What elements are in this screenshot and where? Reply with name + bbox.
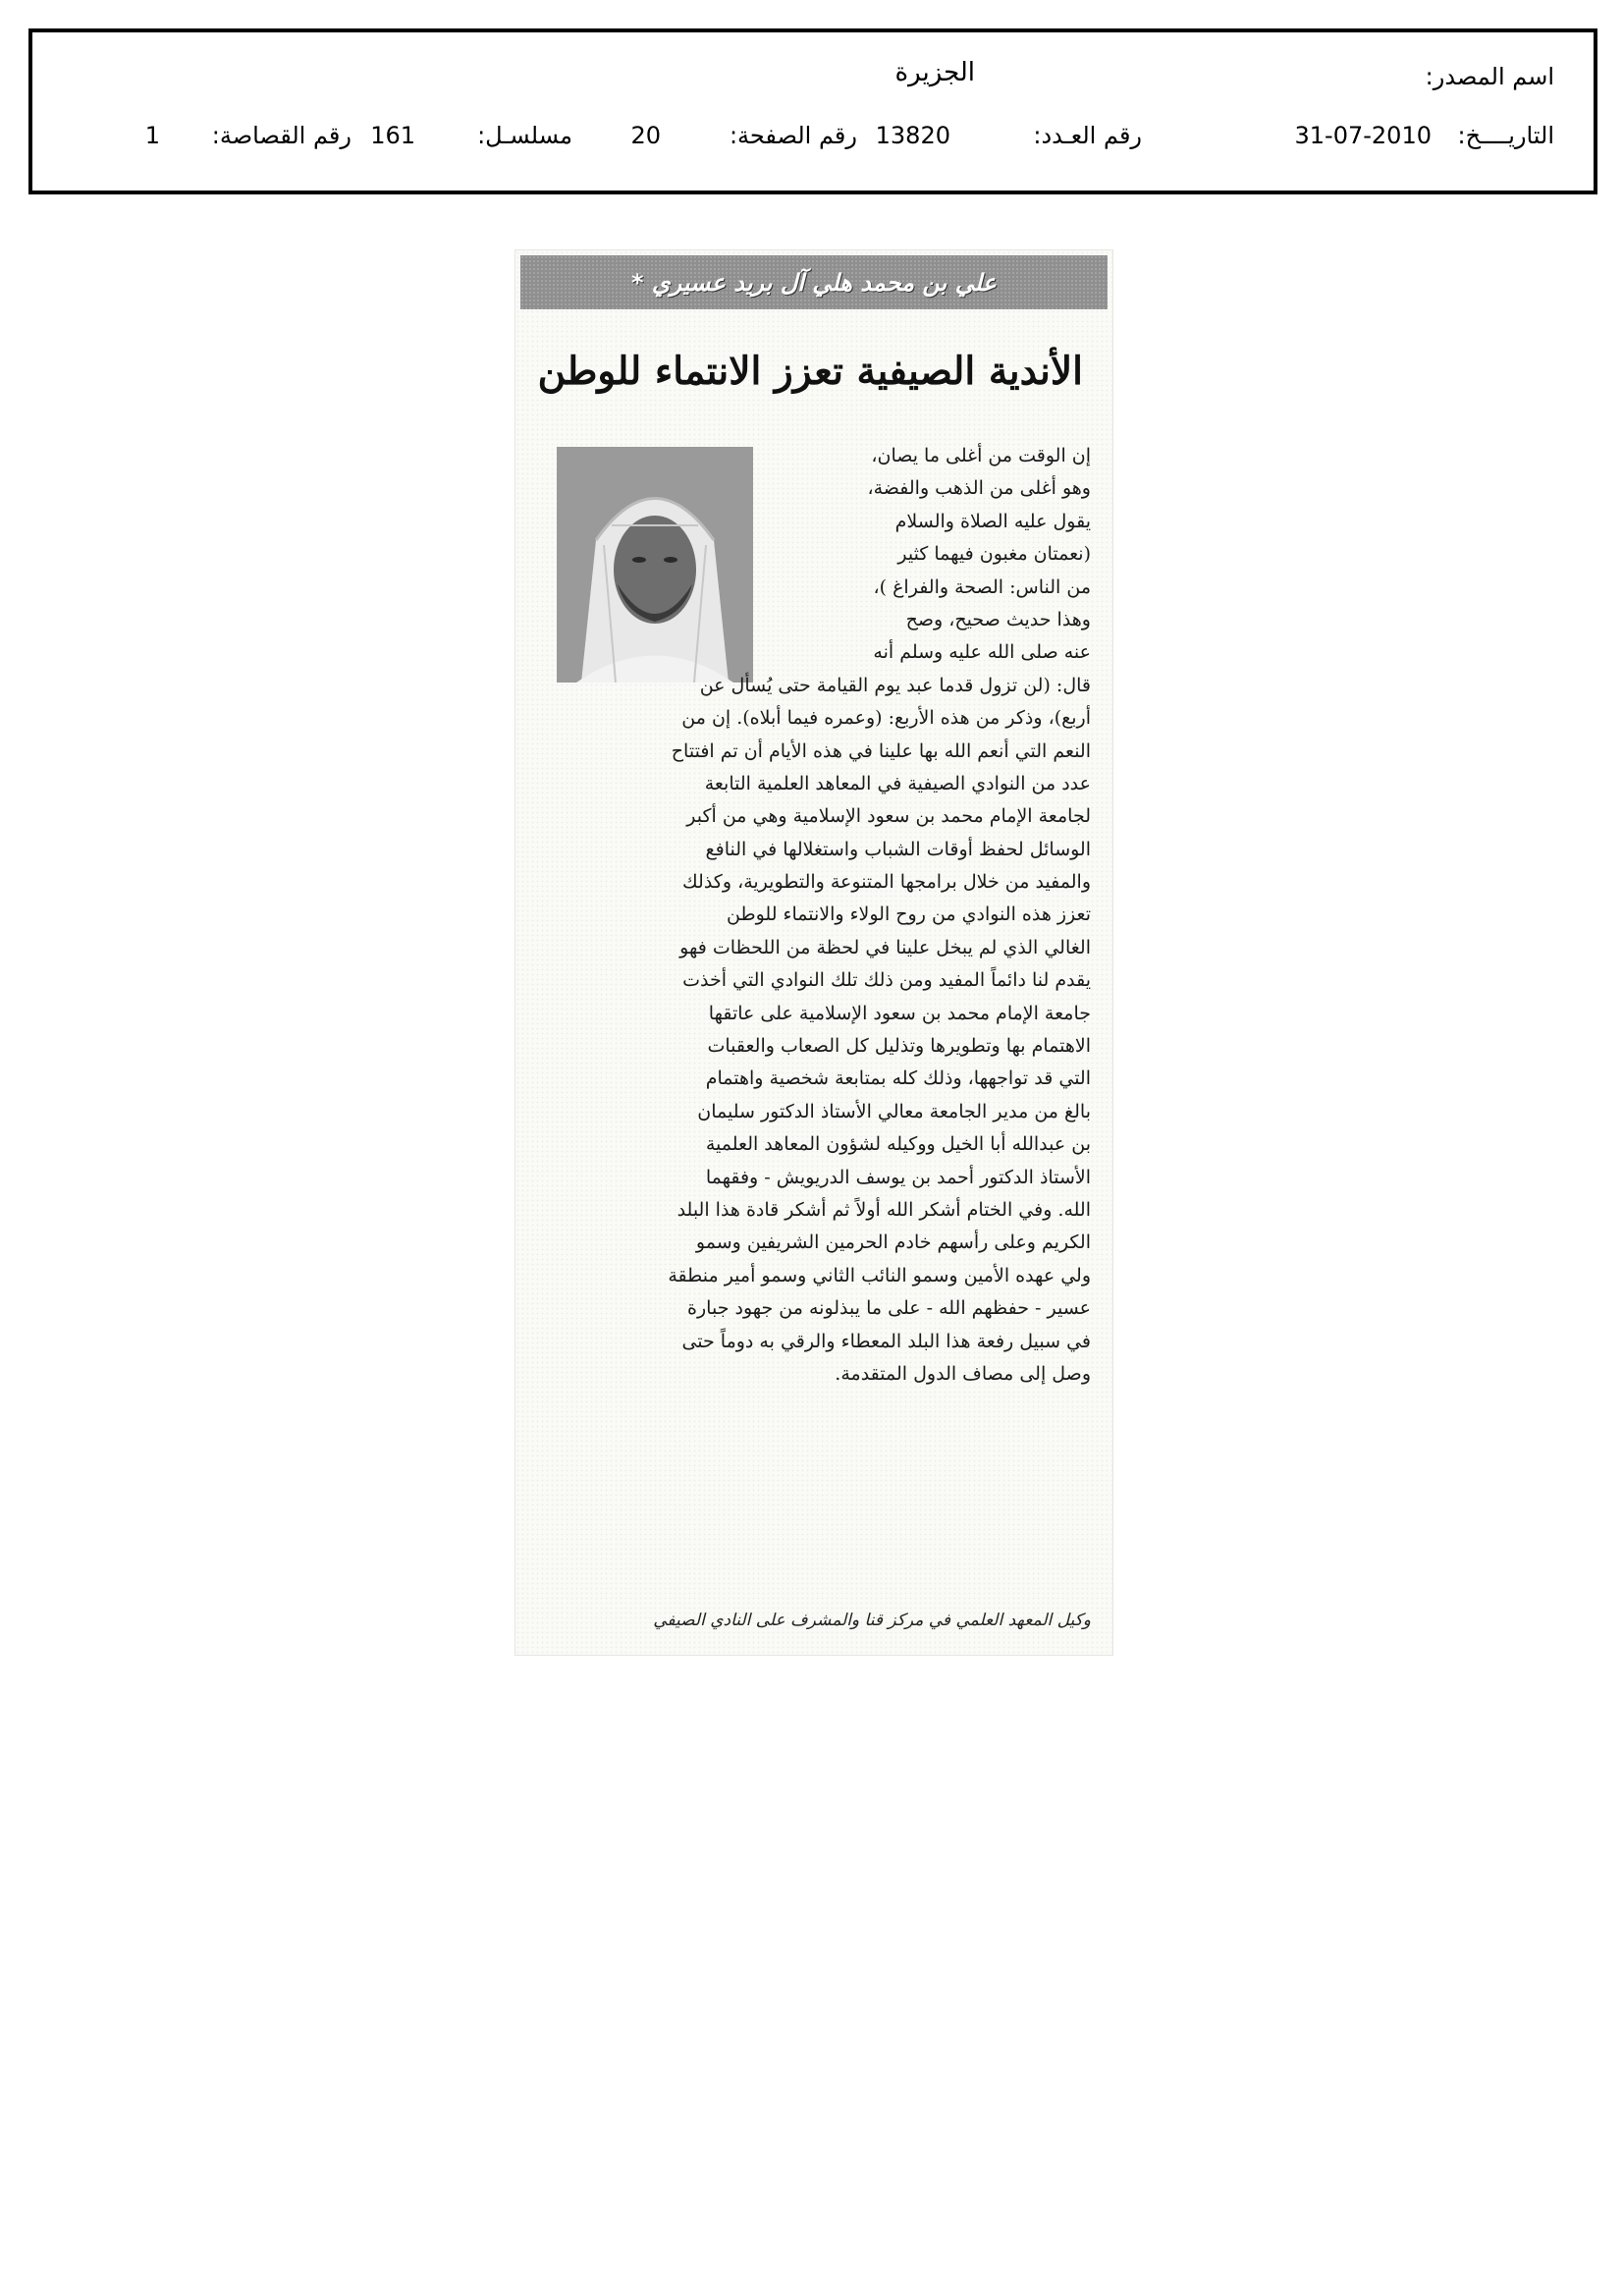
- author-banner: [520, 255, 1108, 309]
- issue-label: رقم العـدد:: [1033, 122, 1142, 149]
- body-line: وصل إلى مصاف الدول المتقدمة.: [835, 1362, 1091, 1385]
- body-line: عسير - حفظهم الله - على ما يبذلونه من جهود جبارة: [687, 1297, 1091, 1320]
- body-line: يقول عليه الصلاة والسلام: [894, 510, 1091, 532]
- body-line: وهو أغلى من الذهب والفضة،: [867, 477, 1091, 500]
- body-line: والمفيد من خلال برامجها المتنوعة والتطويرية، وكذلك: [682, 871, 1091, 894]
- clip-number-label: رقم القصاصة:: [211, 122, 352, 149]
- page-label: رقم الصفحة:: [729, 122, 857, 149]
- serial-value: 161: [370, 122, 415, 149]
- body-line: الله. وفي الختام أشكر الله أولاً ثم أشكر قادة هذا البلد: [676, 1198, 1091, 1221]
- body-line: من الناس: الصحة والفراغ )،: [873, 575, 1091, 598]
- article-headline: الأندية الصيفية تعزز الانتماء للوطن: [537, 349, 1083, 394]
- author-name: علي بن محمد هلي آل بريد عسيري *: [631, 268, 997, 297]
- body-line: النعم التي أنعم الله بها علينا في هذه الأيام أن تم افتتاح: [671, 739, 1091, 762]
- body-line: إن الوقت من أغلى ما يصان،: [871, 445, 1091, 466]
- issue-value: 13820: [875, 122, 950, 149]
- clipping-metadata-box: [28, 28, 1597, 194]
- page-value: 20: [630, 122, 661, 149]
- body-line: جامعة الإمام محمد بن سعود الإسلامية على عاتقها: [708, 1002, 1091, 1024]
- clip-number-value: 1: [144, 122, 160, 149]
- serial-label: مسلسـل:: [477, 122, 572, 149]
- body-line: وهذا حديث صحيح، وصح: [905, 608, 1091, 630]
- author-footnote: وكيل المعهد العلمي في مركز قنا والمشرف على النادي الصيفي: [653, 1611, 1091, 1630]
- article-body: [537, 440, 1091, 1391]
- date-label: التاريــــخ:: [1457, 122, 1554, 149]
- body-line: لجامعة الإمام محمد بن سعود الإسلامية وهي من أكبر: [686, 805, 1091, 828]
- date-value: 31-07-2010: [1294, 122, 1432, 149]
- body-line: الاهتمام بها وتطويرها وتذليل كل الصعاب والعقبات: [707, 1035, 1091, 1058]
- body-line: الكريم وعلى رأسهم خادم الحرمين الشريفين وسمو: [695, 1231, 1091, 1254]
- body-line: الأستاذ الدكتور أحمد بن يوسف الدريويش - وفقهما: [705, 1166, 1091, 1188]
- body-line: يقدم لنا دائماً المفيد ومن ذلك تلك النوادي التي أخذت: [682, 969, 1091, 992]
- body-line: ولي عهده الأمين وسمو النائب الثاني وسمو أمير منطقة: [668, 1264, 1091, 1286]
- body-line: تعزز هذه النوادي من روح الولاء والانتماء للوطن: [727, 903, 1091, 926]
- source-value: الجزيرة: [894, 58, 975, 87]
- body-line: بن عبدالله أبا الخيل ووكيله لشؤون المعاهد العلمية: [705, 1133, 1091, 1156]
- body-line: الوسائل لحفظ أوقات الشباب واستغلالها في النافع: [705, 838, 1091, 860]
- body-line: التي قد تواجهها، وذلك كله بمتابعة شخصية واهتمام: [705, 1067, 1091, 1090]
- body-line: في سبيل رفعة هذا البلد المعطاء والرقي به دوماً حتى: [681, 1330, 1091, 1352]
- body-line: قال: (لن تزول قدما عبد يوم القيامة حتى يُسأل عن: [699, 674, 1091, 696]
- body-line: عنه صلى الله عليه وسلم أنه: [873, 641, 1091, 664]
- newspaper-clipping: [515, 250, 1112, 1655]
- body-line: أربع)، وذكر من هذه الأربع: (وعمره فيما أبلاه). إن من: [681, 707, 1091, 730]
- body-line: الغالي الذي لم يبخل علينا في لحظة من اللحظات فهو: [679, 936, 1091, 958]
- body-line: بالغ من مدير الجامعة معالي الأستاذ الدكتور سليمان: [697, 1100, 1091, 1122]
- body-line: (نعمتان مغبون فيهما كثير: [897, 543, 1091, 566]
- source-label: اسم المصدر:: [1425, 63, 1554, 90]
- body-line: عدد من النوادي الصيفية في المعاهد العلمية التابعة: [704, 772, 1091, 794]
